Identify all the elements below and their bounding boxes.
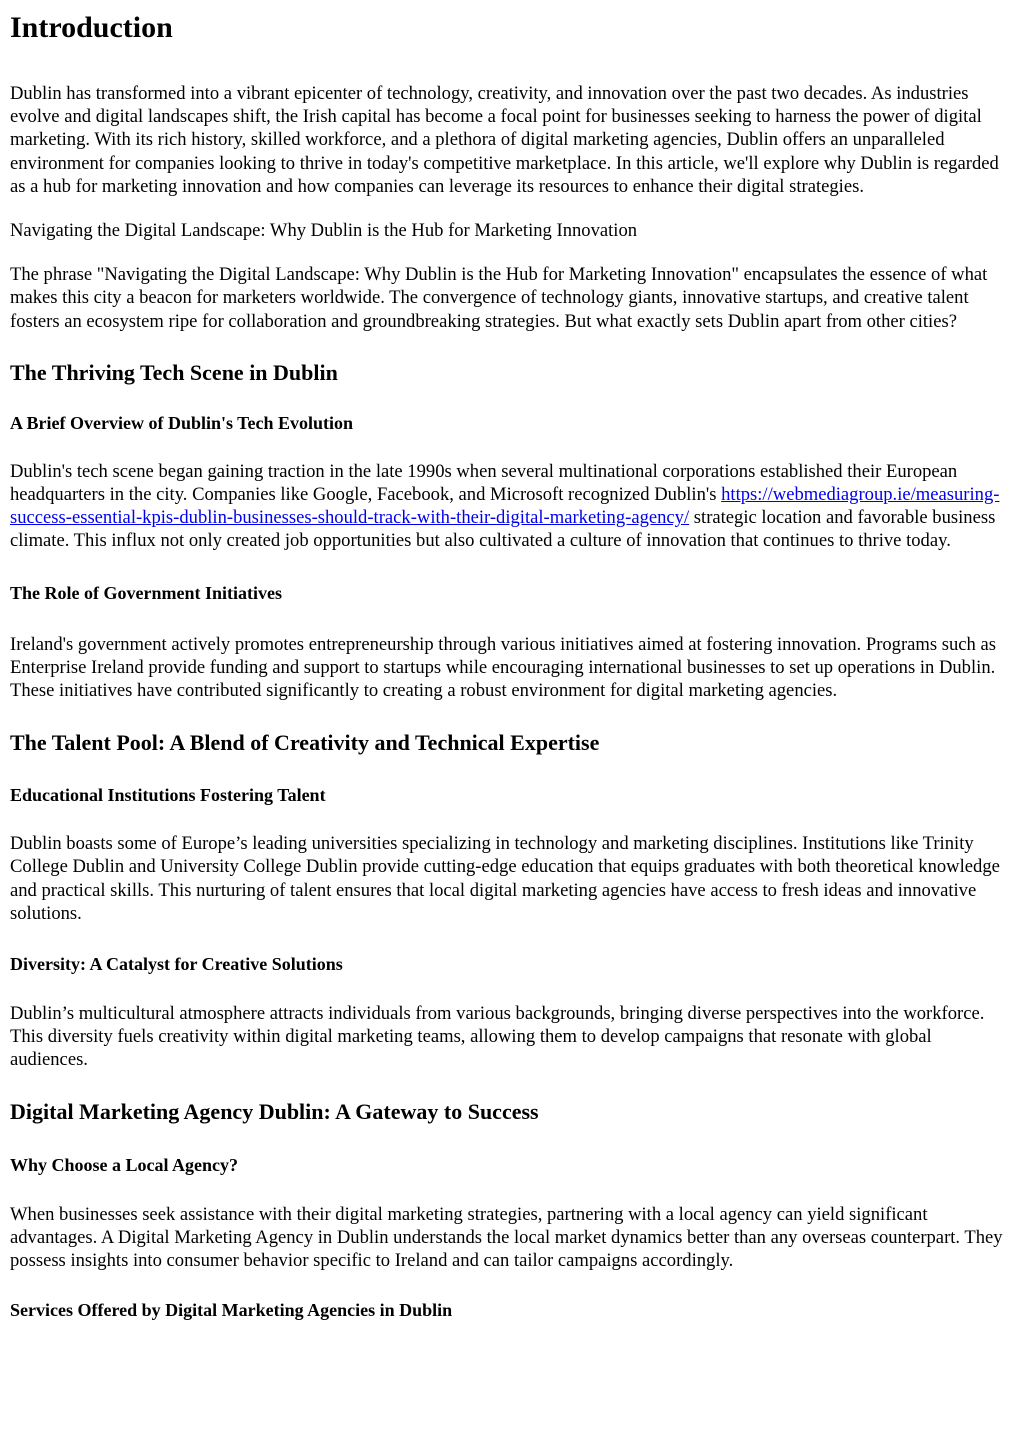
tech-evolution-text-after: strategic location and favorable business climate. This influx not only created job opportunities but also cultivated a culture of innovation that continues to thrive today. bbox=[10, 507, 996, 552]
kpis-article-link[interactable]: https://webmediagroup.ie/measuring-success-essential-kpis-dublin-businesses-should-track-with-their-digital-marketing-agency/ bbox=[10, 484, 1000, 529]
subsection-heading-tech-evolution: A Brief Overview of Dublin's Tech Evolution bbox=[10, 412, 354, 433]
article bbox=[0, 10, 1024, 1321]
subsection-heading-education: Educational Institutions Fostering Talent bbox=[10, 785, 326, 806]
education-paragraph: Dublin boasts some of Europe’s leading universities specializing in technology and marketing disciplines. Institutions like Trinity College Dublin and University College Dublin provide cutting-edge education that equips graduates with both theoretical knowledge and practical skills. This nurturing of talent ensures that local digital marketing agencies have access to fresh ideas and innovative solutions. bbox=[10, 833, 1000, 924]
section-heading-tech-scene: The Thriving Tech Scene in Dublin bbox=[10, 359, 338, 385]
page-title: Introduction bbox=[10, 11, 173, 44]
government-paragraph: Ireland's government actively promotes entrepreneurship through various initiatives aimed at fostering innovation. Programs such as Enterprise Ireland provide funding and support to startups while encouraging international businesses to set up operations in Dublin. These initiatives have contributed significantly to creating a robust environment for digital marketing agencies. bbox=[10, 633, 996, 702]
intro-paragraph: Dublin has transformed into a vibrant epicenter of technology, creativity, and innovation over the past two decades. As industries evolve and digital landscapes shift, the Irish capital has become a focal point for businesses seeking to harness the power of digital marketing. With its rich history, skilled workforce, and a plethora of digital marketing agencies, Dublin offers an unparalleled environment for companies looking to thrive in today's competitive marketplace. In this article, we'll explore why Dublin is regarded as a hub for marketing innovation and how companies can leverage its resources to enhance their digital strategies. bbox=[10, 83, 999, 197]
phrase-paragraph: The phrase "Navigating the Digital Landscape: Why Dublin is the Hub for Marketing Innovation" encapsulates the essence of what makes this city a beacon for marketers worldwide. The convergence of technology giants, innovative startups, and creative talent fosters an ecosystem ripe for collaboration and groundbreaking strategies. But what exactly sets Dublin apart from other cities? bbox=[10, 264, 988, 332]
subsection-heading-government: The Role of Government Initiatives bbox=[10, 582, 282, 603]
subsection-heading-why-local: Why Choose a Local Agency? bbox=[10, 1154, 239, 1175]
subsection-heading-services: Services Offered by Digital Marketing Agencies in Dublin bbox=[10, 1300, 453, 1321]
diversity-paragraph: Dublin’s multicultural atmosphere attracts individuals from various backgrounds, bringing diverse perspectives into the workforce. This diversity fuels creativity within digital marketing teams, allowing them to develop campaigns that resonate with global audiences. bbox=[10, 1003, 985, 1071]
tech-evolution-text-before: Dublin's tech scene began gaining traction in the late 1990s when several multinational corporations established their European headquarters in the city. Companies like Google, Facebook, and Microsoft recognized Dublin's bbox=[10, 460, 958, 506]
subsection-heading-diversity: Diversity: A Catalyst for Creative Solutions bbox=[10, 954, 343, 975]
section-heading-agency: Digital Marketing Agency Dublin: A Gateway to Success bbox=[10, 1098, 539, 1124]
subtitle-paragraph: Navigating the Digital Landscape: Why Dublin is the Hub for Marketing Innovation bbox=[10, 220, 638, 242]
section-heading-talent-pool: The Talent Pool: A Blend of Creativity and Technical Expertise bbox=[10, 730, 600, 756]
why-local-paragraph: When businesses seek assistance with their digital marketing strategies, partnering with a local agency can yield significant advantages. A Digital Marketing Agency in Dublin understands the local market dynamics better than any overseas counterpart. They possess insights into consumer behavior specific to Ireland and can tailor campaigns accordingly. bbox=[10, 1203, 1003, 1272]
tech-evolution-paragraph bbox=[10, 460, 1014, 553]
